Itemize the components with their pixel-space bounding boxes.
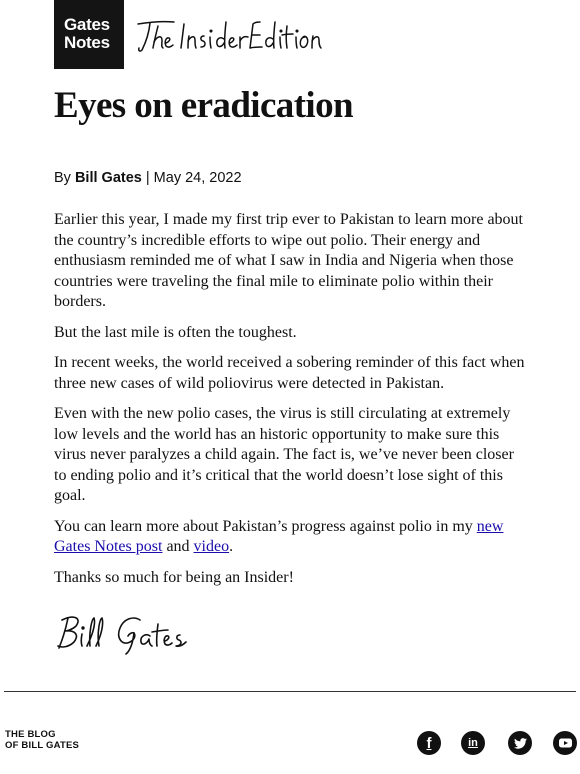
gates-notes-logo[interactable] (54, 0, 124, 69)
and-text: and (166, 538, 190, 555)
youtube-play-icon (559, 738, 572, 748)
logo-line-2: Notes (64, 33, 110, 52)
footer-divider (4, 691, 576, 692)
byline (54, 170, 242, 186)
linkedin-icon[interactable] (461, 731, 485, 755)
article-body (54, 210, 529, 598)
byline-prefix: By (54, 170, 71, 186)
logo-line-1: Gates (64, 15, 110, 34)
byline-date: | May 24, 2022 (145, 170, 242, 186)
gates-notes-post-link[interactable]: new Gates Notes post (54, 517, 504, 555)
paragraph: Earlier this year, I made my first trip ever to Pakistan to learn more about the country’s incredible efforts to wipe out polio. Their energy and enthusiasm reminded me of what I saw in India and Nigeria when those countries were traveling the final mile to eliminate polio within their borders. (54, 211, 523, 310)
facebook-glyph: f (426, 734, 432, 752)
learn-more-prefix: You can learn more about Pakistan’s progress against polio in my (54, 517, 473, 535)
twitter-icon[interactable] (508, 731, 532, 755)
period: . (229, 538, 234, 555)
twitter-bird-icon (514, 738, 527, 749)
paragraph: In recent weeks, the world received a sobering reminder of this fact when three new cases of wild poliovirus were detected in Pakistan. (54, 354, 525, 392)
facebook-icon[interactable] (417, 731, 441, 755)
bill-gates-signature (54, 606, 214, 656)
closing-paragraph: Thanks so much for being an Insider! (54, 568, 294, 586)
paragraph: But the last mile is often the toughest. (54, 323, 297, 341)
byline-author: Bill Gates (74, 170, 142, 186)
learn-more-paragraph (54, 517, 529, 558)
insider-edition-script-logo (136, 6, 326, 56)
youtube-icon[interactable] (553, 731, 577, 755)
video-link[interactable]: video (193, 538, 230, 555)
paragraph: Even with the new polio cases, the virus is still circulating at extremely low levels and the world has an historic opportunity to make sure this virus never paralyzes a child again. The fact is, we’ve never been closer to ending polio and it’s critical that the world doesn’t lose sight of this goal. (54, 405, 514, 504)
blog-name-line-1: THE BLOG (5, 729, 56, 740)
article-title: Eyes on eradication (54, 85, 353, 126)
footer-blog-name[interactable] (5, 729, 79, 751)
linkedin-glyph: in (468, 737, 478, 749)
blog-name-line-2: OF BILL GATES (5, 740, 80, 751)
